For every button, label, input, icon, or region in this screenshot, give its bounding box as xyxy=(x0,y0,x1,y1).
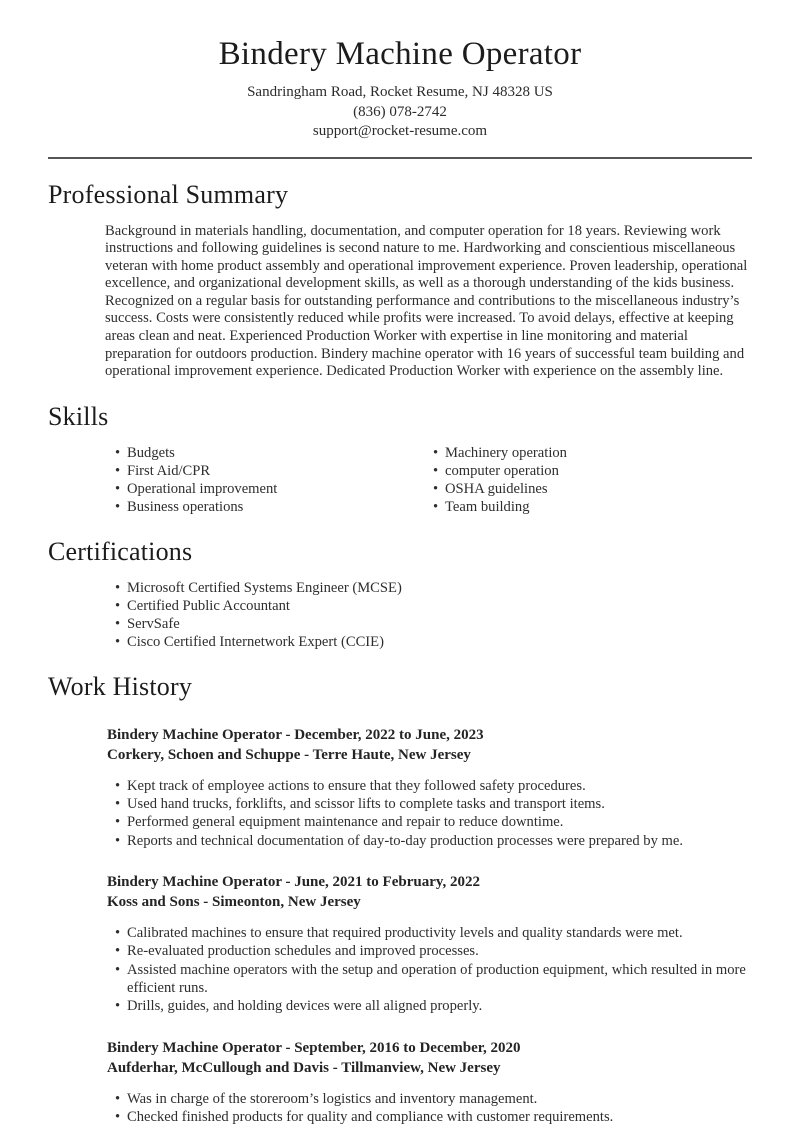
job-bullet: • Kept track of employee actions to ensure that they followed safety procedures. xyxy=(115,777,752,795)
contact-email: support@rocket-resume.com xyxy=(312,123,488,139)
job-entry xyxy=(107,1038,752,1126)
job-bullet: • Checked finished products for quality and compliance with customer requirements. xyxy=(115,1108,752,1126)
job-company-line: Corkery, Schoen and Schuppe - Terre Haute, New Jersey xyxy=(107,746,471,763)
job-entry xyxy=(107,725,752,850)
certification-item: • Microsoft Certified Systems Engineer (MCSE) xyxy=(115,579,752,597)
certification-item: • ServSafe xyxy=(115,615,752,633)
job-title-line: Bindery Machine Operator - June, 2021 to February, 2022 xyxy=(107,874,481,891)
certification-item: • Certified Public Accountant xyxy=(115,597,752,615)
job-bullet: • Used hand trucks, forklifts, and scissor lifts to complete tasks and transport items. xyxy=(115,795,752,813)
header-divider xyxy=(48,157,752,159)
skill-item: • First Aid/CPR xyxy=(115,462,433,480)
contact-block xyxy=(48,83,752,142)
job-bullet-list xyxy=(115,777,752,850)
job-company-line: Aufderhar, McCullough and Davis - Tillmanview, New Jersey xyxy=(107,1059,501,1076)
skill-item: • Team building xyxy=(433,498,752,516)
job-bullet: • Performed general equipment maintenance and repair to reduce downtime. xyxy=(115,813,752,831)
skill-item: • Budgets xyxy=(115,444,433,462)
section-heading-work-history: Work History xyxy=(48,671,193,701)
skill-item: • Machinery operation xyxy=(433,444,752,462)
job-title-line: Bindery Machine Operator - December, 2022 to June, 2023 xyxy=(107,726,484,743)
skill-item: • computer operation xyxy=(433,462,752,480)
certifications-list xyxy=(115,579,752,651)
section-heading-skills: Skills xyxy=(48,401,109,431)
skill-item: • Operational improvement xyxy=(115,480,433,498)
contact-address: Sandringham Road, Rocket Resume, NJ 48328 US xyxy=(247,84,553,100)
professional-summary-text: Background in materials handling, documentation, and computer operation for 18 years. Reviewing work instructions and following guidelines is second nature to me. Hardworking and conscientious miscellaneous veteran with home product assembly and operational improvement experience. Proven leadership, operational excellence, and organizational development skills, as well as a thorough understanding of the kids business. Recognized on a regular basis for outstanding performance and contributions to the miscellaneous industry’s success. Costs were consistently reduced while profits were increased. To avoid delays, effective at keeping areas clean and neat. Experienced Production Worker with expertise in line monitoring and material preparation for outdoors production. Bindery machine operator with 16 years of successful team building and operational improvement experience. Dedicated Production Worker with experience on the assembly line. xyxy=(105,222,748,380)
job-company-line: Koss and Sons - Simeonton, New Jersey xyxy=(107,894,361,911)
section-heading-professional-summary: Professional Summary xyxy=(48,179,289,209)
job-bullet: • Reports and technical documentation of day-to-day production processes were prepared by me. xyxy=(115,832,752,850)
job-bullet: • Was in charge of the storeroom’s logistics and inventory management. xyxy=(115,1090,752,1108)
job-bullet: • Drills, guides, and holding devices were all aligned properly. xyxy=(115,997,752,1015)
job-bullet: • Calibrated machines to ensure that required productivity levels and quality standards were met. xyxy=(115,924,752,942)
job-bullet-list xyxy=(115,1090,752,1126)
job-title-line: Bindery Machine Operator - September, 2016 to December, 2020 xyxy=(107,1039,521,1056)
section-heading-certifications: Certifications xyxy=(48,536,193,566)
job-bullet: • Re-evaluated production schedules and improved processes. xyxy=(115,942,752,960)
job-entry xyxy=(107,872,752,1015)
page-title: Bindery Machine Operator xyxy=(218,36,582,72)
certification-item: • Cisco Certified Internetwork Expert (CCIE) xyxy=(115,633,752,651)
skills-list xyxy=(115,444,752,516)
skill-item: • Business operations xyxy=(115,498,433,516)
skill-item: • OSHA guidelines xyxy=(433,480,752,498)
job-bullet-list xyxy=(115,924,752,1015)
contact-phone: (836) 078-2742 xyxy=(353,103,447,120)
job-bullet: • Assisted machine operators with the setup and operation of production equipment, which resulted in more efficient runs. xyxy=(115,961,752,998)
